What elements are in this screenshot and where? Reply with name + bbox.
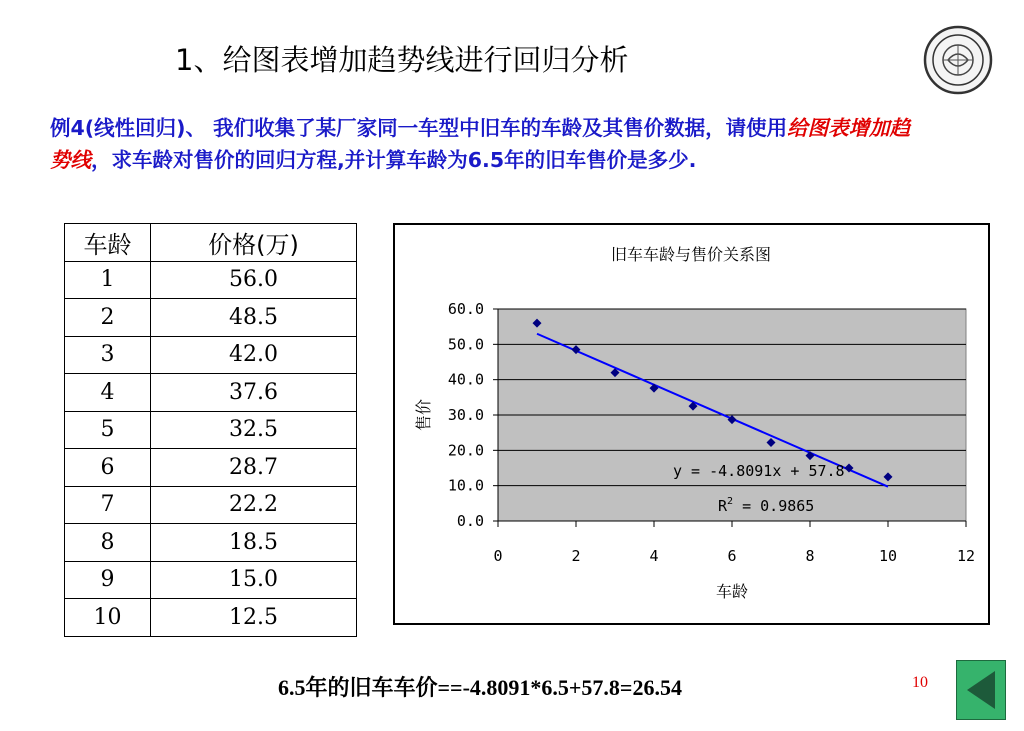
table-row [65, 261, 357, 299]
x-tick-label: 8 [805, 547, 815, 565]
cell-price: 18.5 [151, 524, 357, 562]
x-tick-label: 2 [571, 547, 581, 565]
y-tick-label: 60.0 [447, 300, 484, 318]
problem-statement [50, 112, 930, 176]
page-title: 1、给图表增加趋势线进行回归分析 [175, 43, 629, 77]
university-seal-logo [922, 24, 994, 96]
x-tick-label: 4 [649, 547, 659, 565]
cell-price: 12.5 [151, 599, 357, 637]
intro-highlight: 给图表增加趋势线 [50, 116, 911, 172]
table-row [65, 486, 357, 524]
intro-text-part1: 例4(线性回归)、 我们收集了某厂家同一车型中旧车的车龄及其售价数据，请使用 [50, 116, 788, 140]
header-price: 价格(万) [151, 224, 357, 262]
cell-price: 48.5 [151, 299, 357, 337]
result-formula: 6.5年的旧车车价==-4.8091*6.5+57.8=26.54 [278, 675, 682, 700]
y-tick-label: 20.0 [447, 441, 484, 460]
chart-title: 旧车车龄与售价关系图 [610, 245, 772, 264]
cell-age: 8 [65, 524, 151, 562]
trendline-equation: y = -4.8091x + 57.8 [673, 462, 845, 480]
x-tick-label: 0 [493, 547, 503, 565]
table-row [65, 374, 357, 412]
table-row [65, 299, 357, 337]
page-number: 10 [912, 674, 928, 691]
cell-price: 56.0 [151, 261, 357, 299]
x-axis-label: 车龄 [715, 582, 749, 601]
x-tick-label: 6 [727, 547, 737, 565]
cell-price: 22.2 [151, 486, 357, 524]
y-tick-label: 50.0 [447, 335, 484, 354]
cell-age: 6 [65, 449, 151, 487]
cell-age: 9 [65, 561, 151, 599]
table-row [65, 336, 357, 374]
back-arrow-icon [957, 661, 1005, 719]
scatter-chart [393, 223, 990, 625]
cell-price: 28.7 [151, 449, 357, 487]
table-row [65, 411, 357, 449]
intro-text-part2: ，求车龄对售价的回归方程,并计算车龄为6.5年的旧车售价是多少. [91, 148, 697, 172]
cell-age: 1 [65, 261, 151, 299]
y-axis-label: 售价 [414, 398, 433, 432]
table-row [65, 561, 357, 599]
y-tick-label: 40.0 [447, 370, 484, 389]
cell-price: 32.5 [151, 411, 357, 449]
table-row [65, 449, 357, 487]
cell-price: 42.0 [151, 336, 357, 374]
cell-age: 2 [65, 299, 151, 337]
r-squared-label: $R^2 = 0.9865$ [718, 496, 815, 515]
data-table [64, 223, 357, 637]
cell-price: 15.0 [151, 561, 357, 599]
back-nav-button[interactable] [956, 660, 1006, 720]
x-tick-label: 12 [956, 547, 976, 565]
cell-age: 3 [65, 336, 151, 374]
y-tick-label: 0.0 [456, 512, 484, 530]
cell-age: 7 [65, 486, 151, 524]
table-row [65, 599, 357, 637]
cell-age: 10 [65, 599, 151, 637]
y-tick-label: 10.0 [447, 476, 484, 495]
cell-age: 4 [65, 374, 151, 412]
table-header-row [65, 224, 357, 262]
x-tick-label: 10 [878, 547, 898, 565]
y-tick-label: 30.0 [447, 406, 484, 424]
cell-age: 5 [65, 411, 151, 449]
table-row [65, 524, 357, 562]
cell-price: 37.6 [151, 374, 357, 412]
header-age: 车龄 [65, 224, 151, 262]
